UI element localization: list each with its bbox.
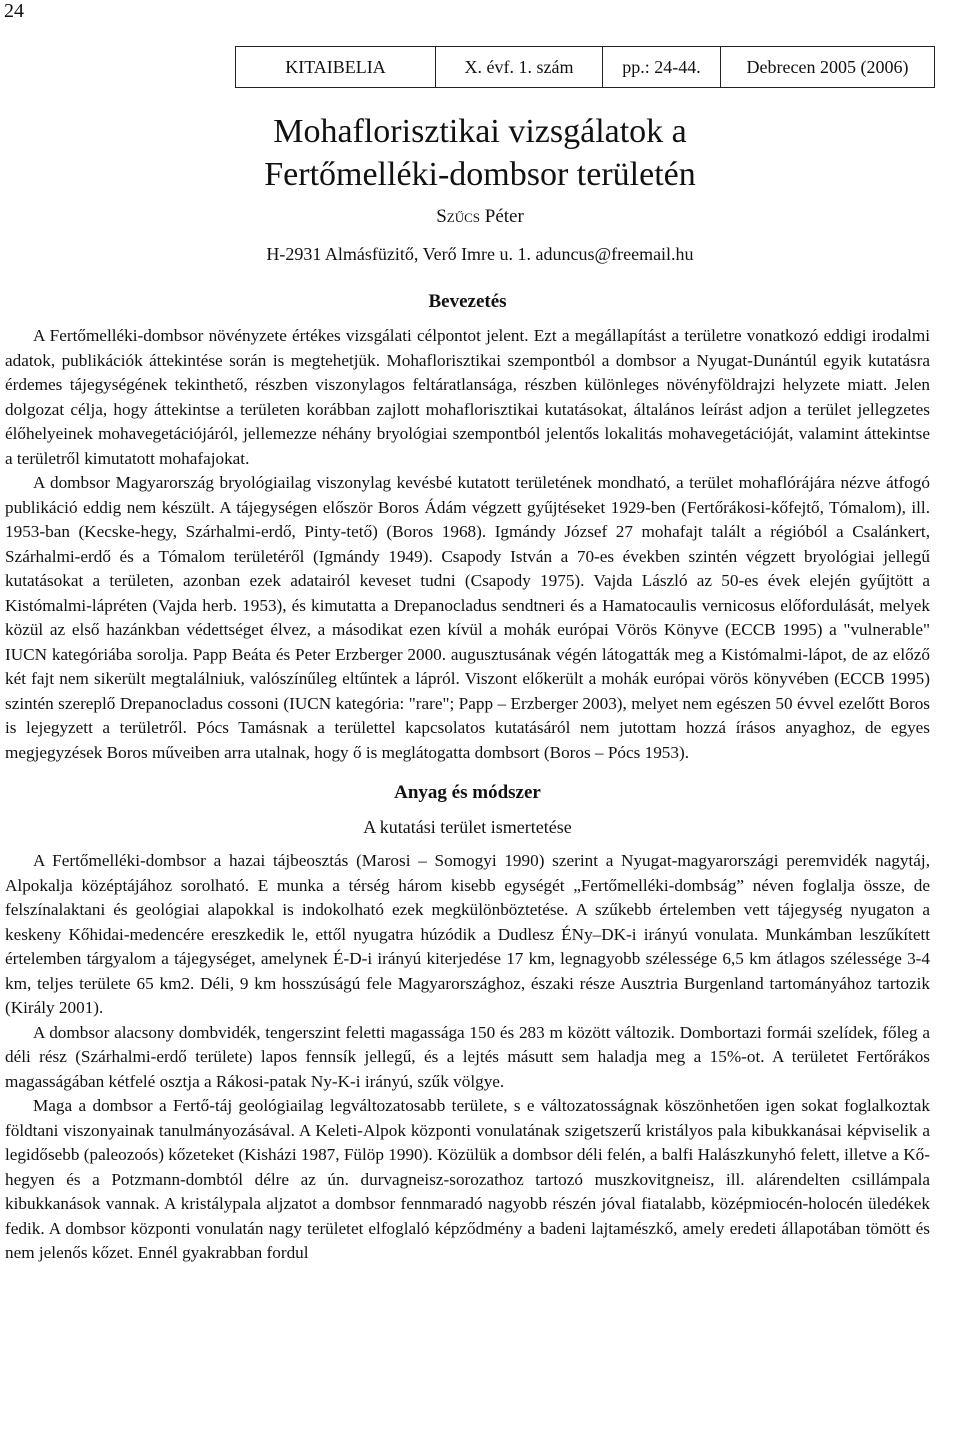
journal-volume: X. évf. 1. szám bbox=[436, 47, 603, 87]
section-heading-intro: Bevezetés bbox=[428, 291, 507, 312]
title-line-2: Fertőmelléki-dombsor területén bbox=[264, 156, 696, 193]
author-given-name: Péter bbox=[484, 206, 524, 227]
page-number: 24 bbox=[4, 0, 24, 22]
area-paragraph: A dombsor alacsony dombvidék, tengerszint feletti magassága 150 és 283 m között változik. Dombortazi formái szelídek, főleg a déli rész (Szárhalmi-erdő területe) lapos fennsík jellegű, és a lejtés másutt sem haladja meg a 15%-ot. A területet Fertőrákos magasságában kétfelé osztja a Rákosi-patak Ny-K-i irányú, szűk völgye. bbox=[5, 1022, 930, 1091]
intro-paragraph: A Fertőmelléki-dombsor növényzete értékes vizsgálati célpontot jelent. Ezt a megállapítást a területre vonatkozó eddigi irodalmi adatok, publikációk áttekintése során is megtehetjük. Mohaflorisztikai szempontból a dombsor a Nyugat-Dunántúl egyik kutatásra érdemes tájegységének tekinthető, részben viszonylagos feltáratlansága, részben különleges növényföldrajzi helyzete miatt. Jelen dolgozat célja, hogy áttekintse a területen korábban zajlott mohaflorisztikai kutatásokat, általános leírást adjon a terület jellegzetes élőhelyeinek mohavegetációjáról, jellemezze néhány bryológiai szempontból jelentős lokalitás mohavegetációját, valamint áttekintse a területről kimutatott mohafajokat. bbox=[5, 326, 930, 468]
title-line-1: Mohaflorisztikai vizsgálatok a bbox=[273, 113, 687, 150]
article-body bbox=[5, 290, 930, 1266]
area-paragraph: A Fertőmelléki-dombsor a hazai tájbeosztás (Marosi – Somogyi 1990) szerint a Nyugat-magyarországi peremvidék nagytáj, Alpokalja középtájához sorolható. E munka a térség három kisebb egységét „Fertőmelléki-dombság” néven foglalja össze, de felszínalaktani és geológiai alapokkal is indokolható ezek megkülönböztetése. A szűkebb értelemben vett tájegység nyugaton a keskeny Kőhidai-medencére ereszkedik le, ettől nyugatra húzódik a Dudlesz ÉNy–DK-i irányú vonulata. Munkámban leszűkített értelemben tárgyalom a tájegységet, amelynek É-D-i irányú kiterjedése 17 km, legnagyobb szélessége 6,5 km átlagos szélessége 3-4 km, teljes területe 65 km2. Déli, 9 km hosszúságú fele Magyarországhoz, északi része Ausztria Burgenland tartományához tartozik (Király 2001). bbox=[5, 851, 930, 1017]
author bbox=[0, 206, 960, 228]
subsection-heading-area: A kutatási terület ismertetése bbox=[363, 817, 572, 837]
author-address: H-2931 Almásfüzitő, Verő Imre u. 1. aduncus@freemail.hu bbox=[266, 244, 694, 264]
author-surname: Szűcs bbox=[436, 206, 480, 227]
journal-place-year: Debrecen 2005 (2006) bbox=[746, 56, 909, 77]
area-paragraph: Maga a dombsor a Fertő-táj geológiailag legváltozatosabb területe, s e változatosságnak köszönhetően igen sokat foglalkoztak földtani viszonyainak tanulmányozásával. A Keleti-Alpok központi vonulatának szigetszerű kristályos pala kibukkanásai képviselik a legidősebb (paleozoós) kőzeteket (Kisházi 1987, Fülöp 1990). Közülük a dombsor déli felén, a balfi Halászkunyhó felett, illetve a Kő-hegyen és a Potzmann-dombtól délre az ún. durvagneisz-sorozathoz tartozó muszkovitgneisz, ill. alárendelten csillámpala kibukkanások vannak. A kristálypala aljzatot a dombsor fennmaradó nagyobb részén jóval fiatalabb, középmiocén-holocén üledékek fedik. A dombsor központi vonulatán nagy területet elfoglaló képződmény a badeni lajtamészkő, amely eredeti állapotában tömött és nem jelenős kőzet. Ennél gyakrabban fordul bbox=[5, 1096, 930, 1262]
journal-name: KITAIBELIA bbox=[236, 47, 436, 87]
journal-header bbox=[235, 46, 935, 88]
paper-title bbox=[0, 110, 960, 196]
intro-paragraph: A dombsor Magyarország bryológiailag viszonylag kevésbé kutatott területének mondható, a terület mohaflórájára nézve átfogó publikáció eddig nem készült. A tájegységen először Boros Ádám végzett gyűjtéseket 1929-ben (Fertőrákosi-kőfejtő, Tómalom), ill. 1953-ban (Kecske-hegy, Szárhalmi-erdő, Pinty-tető) (Boros 1968). Igmándy József 27 mohafajt talált a régióból a Csalánkert, Szárhalmi-erdő és a Tómalom területéről (Igmándy 1949). Csapody István a 70-es években szintén végzett bryológiai jellegű kutatásokat a területen, azonban ezek adatairól keveset tudni (Csapody 1975). Vajda László az 50-es évek elején gyűjtött a Kistómalmi-lápréten (Vajda herb. 1953), és kimutatta a Drepanocladus sendtneri és a Hamatocaulis vernicosus előfordulását, melyek közül az első hazánkban védettséget élvez, a másodikat ezen kívül a mohák európai Vörös Könyve (ECCB 1995) a "vulnerable" IUCN kategóriába sorolja. Papp Beáta és Peter Erzberger 2000. augusztusának végén látogatták meg a Kistómalmi-lápot, de az előző két fajt nem sikerült megtalálniuk, valószínűleg eltűntek a lápról. Viszont előkerült a mohák európai vörös könyvében (ECCB 1995) szintén szereplő Drepanocladus cossoni (IUCN kategória: "rare"; Papp – Erzberger 2003), melyet nem egészen 50 évvel ezelőtt Boros is lejegyzett a területről. Pócs Tamásnak a területtel kapcsolatos kutatásáról nem jutottam hozzá írásos anyaghoz, de egyes megjegyzések Boros műveiben arra utalnak, hogy ő is meglátogatta dombsort (Boros – Pócs 1953). bbox=[5, 473, 930, 762]
journal-pages: pp.: 24-44. bbox=[603, 47, 721, 87]
section-heading-methods: Anyag és módszer bbox=[394, 782, 541, 803]
